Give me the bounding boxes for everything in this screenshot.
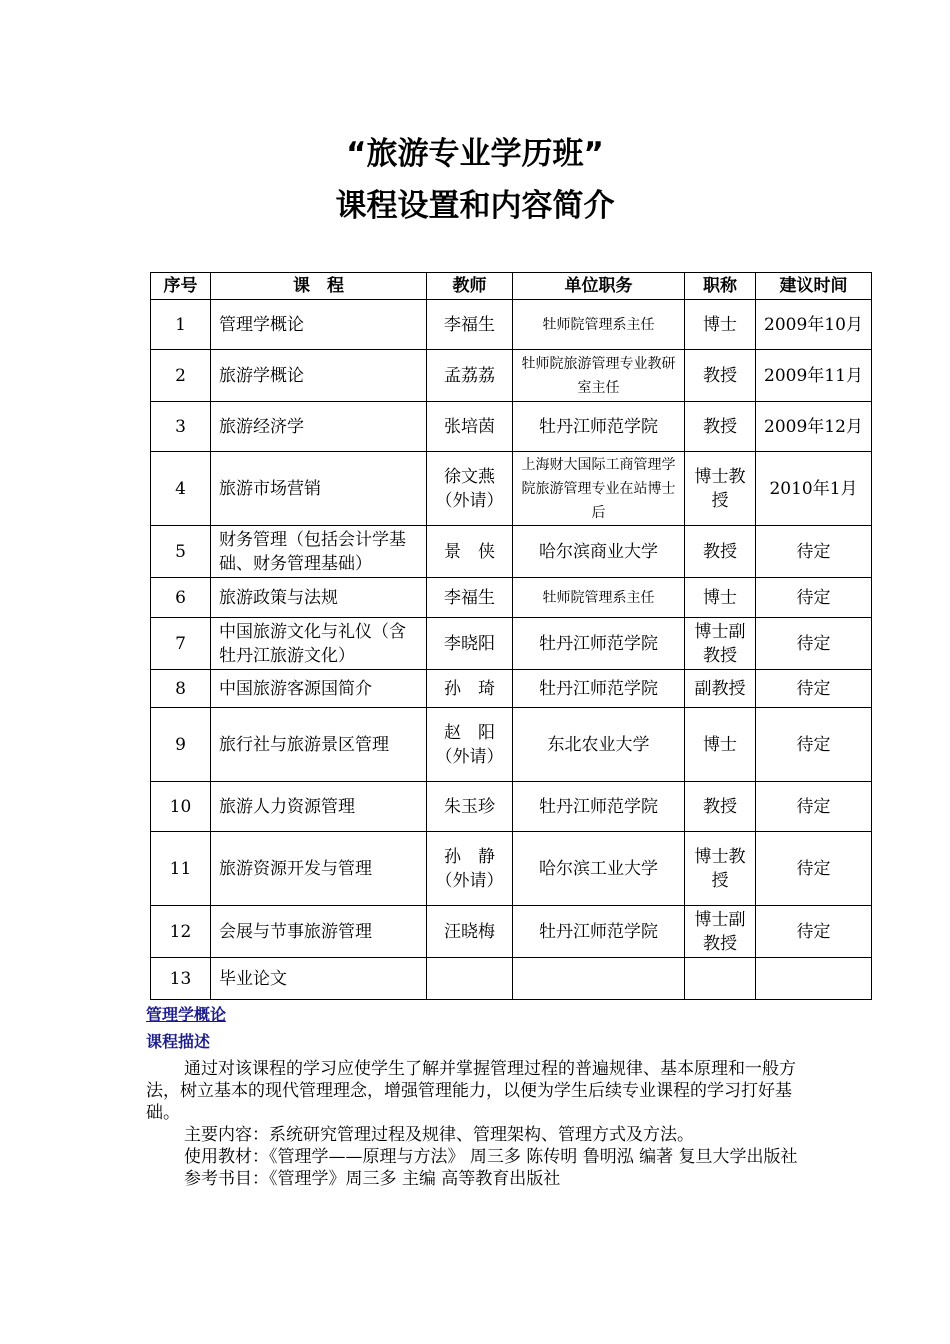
course-table	[150, 272, 872, 1000]
table-header-row	[151, 273, 872, 300]
cell-no: 3	[151, 402, 211, 452]
cell-time: 待定	[756, 832, 872, 906]
cell-unit: 上海财大国际工商管理学院旅游管理专业在站博士后	[513, 452, 685, 526]
table-row	[151, 578, 872, 618]
cell-time: 待定	[756, 670, 872, 708]
cell-unit: 牡师院管理系主任	[513, 300, 685, 350]
cell-no: 11	[151, 832, 211, 906]
cell-title	[685, 958, 756, 1000]
cell-unit: 东北农业大学	[513, 708, 685, 782]
cell-unit: 牡丹江师范学院	[513, 906, 685, 958]
cell-title: 博士教授	[685, 832, 756, 906]
cell-title: 博士	[685, 300, 756, 350]
cell-course: 旅游学概论	[211, 350, 427, 402]
cell-time: 2009年12月	[756, 402, 872, 452]
cell-course: 旅游人力资源管理	[211, 782, 427, 832]
cell-title: 博士副教授	[685, 906, 756, 958]
cell-no: 2	[151, 350, 211, 402]
description-paragraph: 通过对该课程的学习应使学生了解并掌握管理过程的普遍规律、基本原理和一般方法，树立基本的现代管理理念，增强管理能力，以便为学生后续专业课程的学习打好基础。	[146, 1059, 796, 1123]
cell-unit	[513, 958, 685, 1000]
cell-title: 副教授	[685, 670, 756, 708]
cell-unit: 牡丹江师范学院	[513, 618, 685, 670]
cell-title: 教授	[685, 526, 756, 578]
cell-teacher: 李福生	[427, 578, 513, 618]
cell-unit: 牡丹江师范学院	[513, 670, 685, 708]
table-row	[151, 670, 872, 708]
table-row	[151, 452, 872, 526]
cell-no: 7	[151, 618, 211, 670]
cell-teacher: 李晓阳	[427, 618, 513, 670]
cell-time: 待定	[756, 708, 872, 782]
cell-title: 博士	[685, 708, 756, 782]
cell-no: 12	[151, 906, 211, 958]
cell-no: 13	[151, 958, 211, 1000]
cell-time: 待定	[756, 578, 872, 618]
cell-title: 博士副教授	[685, 618, 756, 670]
cell-course: 会展与节事旅游管理	[211, 906, 427, 958]
cell-time	[756, 958, 872, 1000]
cell-unit: 哈尔滨工业大学	[513, 832, 685, 906]
header-title: 职称	[685, 273, 756, 300]
document-title-line2: 课程设置和内容简介	[335, 188, 615, 224]
table-row	[151, 832, 872, 906]
cell-time: 待定	[756, 526, 872, 578]
textbook-paragraph: 使用教材：《管理学——原理与方法》 周三多 陈传明 鲁明泓 编著 复旦大学出版社	[184, 1147, 798, 1167]
cell-teacher: 孙 静（外请）	[427, 832, 513, 906]
cell-unit: 牡丹江师范学院	[513, 782, 685, 832]
table-row	[151, 958, 872, 1000]
cell-no: 8	[151, 670, 211, 708]
cell-teacher: 景 侠	[427, 526, 513, 578]
header-course: 课 程	[211, 273, 427, 300]
header-time: 建议时间	[756, 273, 872, 300]
cell-no: 10	[151, 782, 211, 832]
cell-teacher: 李福生	[427, 300, 513, 350]
cell-course: 中国旅游客源国简介	[211, 670, 427, 708]
cell-time: 2009年11月	[756, 350, 872, 402]
course-description-section	[146, 1002, 816, 1190]
cell-course: 旅游经济学	[211, 402, 427, 452]
cell-teacher: 赵 阳（外请）	[427, 708, 513, 782]
cell-teacher: 朱玉珍	[427, 782, 513, 832]
cell-time: 2010年1月	[756, 452, 872, 526]
reference-paragraph: 参考书目：《管理学》周三多 主编 高等教育出版社	[184, 1169, 561, 1189]
table-row	[151, 350, 872, 402]
cell-no: 1	[151, 300, 211, 350]
cell-course: 旅游市场营销	[211, 452, 427, 526]
table-row	[151, 402, 872, 452]
cell-unit: 牡师院旅游管理专业教研室主任	[513, 350, 685, 402]
document-title-line1: “旅游专业学历班”	[346, 136, 604, 172]
cell-no: 9	[151, 708, 211, 782]
cell-course: 财务管理（包括会计学基础、财务管理基础）	[211, 526, 427, 578]
cell-time: 待定	[756, 906, 872, 958]
table-row	[151, 906, 872, 958]
cell-unit: 牡师院管理系主任	[513, 578, 685, 618]
cell-teacher: 孟荔荔	[427, 350, 513, 402]
cell-unit: 哈尔滨商业大学	[513, 526, 685, 578]
cell-course: 旅行社与旅游景区管理	[211, 708, 427, 782]
cell-teacher: 汪晓梅	[427, 906, 513, 958]
cell-title: 教授	[685, 782, 756, 832]
table-row	[151, 708, 872, 782]
cell-title: 博士	[685, 578, 756, 618]
header-teacher: 教师	[427, 273, 513, 300]
cell-no: 6	[151, 578, 211, 618]
cell-no: 5	[151, 526, 211, 578]
cell-teacher: 张培茵	[427, 402, 513, 452]
cell-unit: 牡丹江师范学院	[513, 402, 685, 452]
cell-teacher	[427, 958, 513, 1000]
cell-course: 管理学概论	[211, 300, 427, 350]
course-link[interactable]: 管理学概论	[146, 1005, 227, 1024]
cell-time: 2009年10月	[756, 300, 872, 350]
cell-course: 旅游政策与法规	[211, 578, 427, 618]
table-row	[151, 782, 872, 832]
cell-title: 博士教授	[685, 452, 756, 526]
cell-course: 中国旅游文化与礼仪（含牡丹江旅游文化）	[211, 618, 427, 670]
cell-time: 待定	[756, 618, 872, 670]
cell-title: 教授	[685, 350, 756, 402]
cell-teacher: 孙 琦	[427, 670, 513, 708]
header-unit: 单位职务	[513, 273, 685, 300]
table-row	[151, 300, 872, 350]
cell-time: 待定	[756, 782, 872, 832]
cell-course: 旅游资源开发与管理	[211, 832, 427, 906]
header-no: 序号	[151, 273, 211, 300]
cell-title: 教授	[685, 402, 756, 452]
main-content-paragraph: 主要内容：系统研究管理过程及规律、管理架构、管理方式及方法。	[184, 1125, 694, 1145]
table-row	[151, 526, 872, 578]
cell-course: 毕业论文	[211, 958, 427, 1000]
table-row	[151, 618, 872, 670]
cell-no: 4	[151, 452, 211, 526]
cell-teacher: 徐文燕（外请）	[427, 452, 513, 526]
section-heading: 课程描述	[146, 1032, 211, 1051]
